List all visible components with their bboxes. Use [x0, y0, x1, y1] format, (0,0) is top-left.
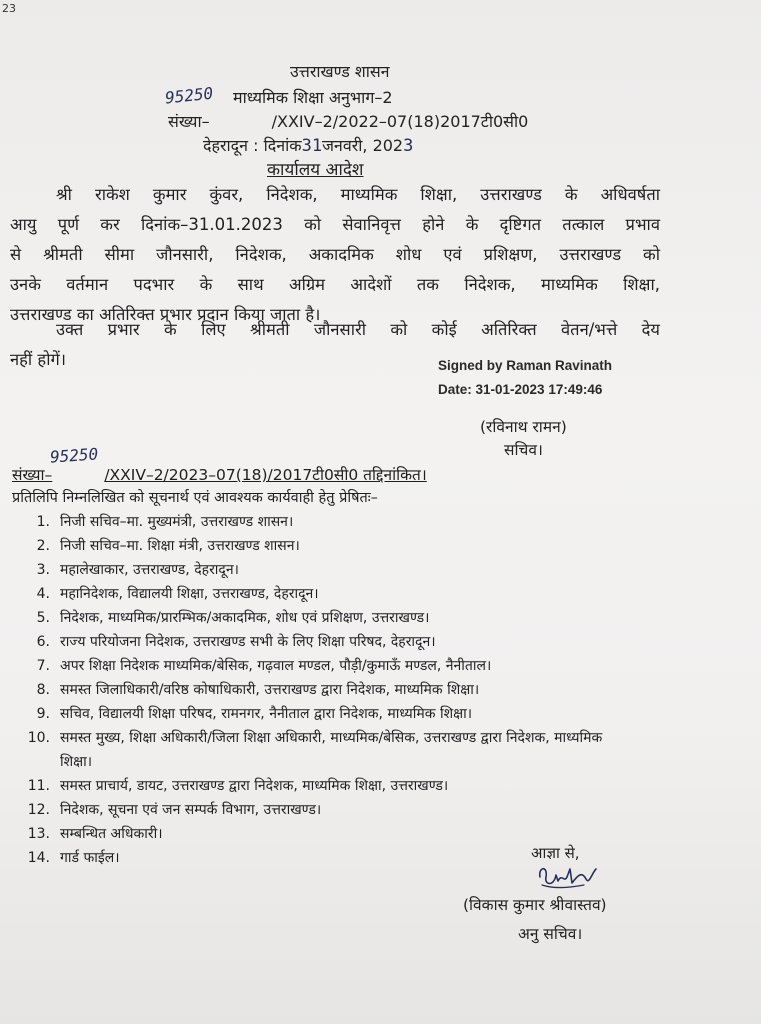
signatory-2-name: (विकास कुमार श्रीवास्तव) — [463, 896, 607, 914]
government-heading: उत्तराखण्ड शासन — [290, 62, 390, 81]
copy-number-reference: /XXIV–2/2023–07(18)/2017टी0सी0 तद्दिनांकित। — [104, 466, 427, 484]
paragraph-1-line: उत्तराखण्ड का अतिरिक्त प्रभार प्रदान किया जाता है। — [10, 305, 321, 324]
digital-signature-date: Date: 31-01-2023 17:49:46 — [438, 382, 603, 397]
paragraph-1-line: से श्रीमती सीमा जौनसारी, निदेशक, अकादमिक शोध एवं प्रशिक्षण, उत्तराखण्ड को — [10, 245, 660, 264]
handwritten-copy-number: 95250 — [49, 444, 99, 467]
month-year: जनवरी, 202 — [322, 136, 404, 155]
order-number-reference: /XXIV–2/2022–07(18)2017टी0सी0 — [271, 112, 529, 131]
order-paragraph-1 — [10, 180, 660, 330]
digital-signature-name: Signed by Raman Ravinath — [438, 358, 613, 373]
copy-reference-number — [12, 463, 427, 485]
paragraph-1-line: आयु पूर्ण कर दिनांक–31.01.2023 को सेवानिवृत्त होने के दृष्टिगत तत्काल प्रभाव — [10, 215, 660, 234]
copy-number-prefix: संख्या– — [12, 466, 53, 484]
place-date — [203, 134, 413, 156]
paragraph-1-line: उनके वर्तमान पदभार के साथ अग्रिम आदेशों तक निदेशक, माध्यमिक शिक्षा, — [10, 275, 660, 294]
signatory-1-name: (रविनाथ रामन) — [480, 418, 567, 436]
order-title: कार्यालय आदेश — [267, 160, 364, 180]
corner-number: 23 — [2, 2, 16, 15]
department-heading: माध्यमिक शिक्षा अनुभाग–2 — [233, 88, 393, 107]
handwritten-signature — [534, 855, 604, 895]
copy-intro: प्रतिलिपि निम्नलिखित को सूचनार्थ एवं आवश्यक कार्यवाही हेतु प्रेषितः– — [12, 490, 378, 506]
signatory-2-designation: अनु सचिव। — [518, 925, 583, 943]
paragraph-1-line: श्री राकेश कुमार कुंवर, निदेशक, माध्यमिक शिक्षा, उत्तराखण्ड के अधिवर्षता — [56, 185, 660, 204]
order-number-prefix: संख्या– — [168, 112, 210, 131]
handwritten-order-number: 95250 — [164, 83, 215, 108]
handwritten-year-digit: 3 — [403, 136, 414, 156]
signatory-1-designation: सचिव। — [504, 441, 543, 459]
paragraph-2-line: नहीं होगें। — [10, 350, 67, 369]
handwritten-day: 31 — [301, 136, 323, 156]
order-number — [168, 110, 528, 132]
document-page: 23 उत्तराखण्ड शासन 95250 माध्यमिक शिक्षा अनुभाग–2 संख्या– /XXIV–2/2022–07(18)2017टी0सी0 देहरादून : दिनांक31जनवरी, 2023 कार्यालय आदेश श्री राकेश कुमार कुंवर, निदेशक, माध्यमिक शिक्षा, उत्तराखण्ड के अधिवर्षता आयु पूर्ण कर दिनांक–31.01.2023 को सेवानिवृत्त होने के दृष्टिगत तत्काल प्रभाव से श्रीमती सीमा जौनसारी, निदेशक, अकादमिक शोध एवं प्रशिक्षण, उत्तराखण्ड को उनके वर्तमान पदभार के साथ अग्रिम आदेशों तक निदेशक, माध्यमिक शिक्षा, उत्तराखण्ड का अतिरिक्त प्रभार प्रदान किया जाता है। उक्त प्रभार के लिए श्रीमती जौनसारी को कोई अतिरिक्त वेतन/भत्ते देय नहीं होगें। Signed by Raman Ravinath Date: 31-01-2023 17:49:46 (रविनाथ रामन) सचिव। 95250 संख्या– /XXIV–2/2023–07(18)/2017टी0सी0 तद्दिनांकित। प्रतिलिपि निम्नलिखित को सूचनार्थ एवं आवश्यक कार्यवाही हेतु प्रेषितः– 1. निजी सचिव–मा. मुख्यमंत्री, उत्तराखण्ड शासन। 2. निजी सचिव–मा. शिक्षा मंत्री, उत्तराखण्ड शासन। 3. महालेखाकार, उत्तराखण्ड, देहरादून। 4. महानिदेशक, विद्यालयी शिक्षा, उत्तराखण्ड, देहरादून। 5. निदेशक, माध्यमिक/प्रारम्भिक/अकादमिक, शोध एवं प्रशिक्षण, उत्तराखण्ड। 6. राज्य परियोजना निदेशक, उत्तराखण्ड सभी के लिए शिक्षा परिषद, देहरादून। 7. अपर शिक्षा निदेशक माध्यमिक/बेसिक, गढ़वाल मण्डल, पौड़ी/कुमाऊँ मण्डल, नैनीताल। 8. समस्त जिलाधिकारी/वरिष्ठ कोषाधिकारी, उत्तराखण्ड द्वारा निदेशक, माध्यमिक शिक्षा। 9. सचिव, विद्यालयी शिक्षा परिषद, रामनगर, नैनीताल द्वारा निदेशक, माध्यमिक शिक्षा। 10. समस्त मुख्य, शिक्षा अधिकारी/जिला शिक्षा अधिकारी, माध्यमिक/बेसिक, उत्तराखण्ड द्वारा निदेशक, माध्यमिक शिक्षा। 11. समस्त प्राचार्य, डायट, उत्तराखण्ड द्वारा निदेशक, माध्यमिक शिक्षा, उत्तराखण्ड। 12. निदेशक, सूचना एवं जन सम्पर्क विभाग, उत्तराखण्ड। 13. सम्बन्धित अधिकारी। 14. गार्ड फाईल। आज्ञा से, (विकास कुमार श्रीवास्तव) अनु सचिव। — [0, 0, 761, 1024]
paragraph-2-line: उक्त प्रभार के लिए श्रीमती जौनसारी को कोई अतिरिक्त वेतन/भत्ते देय — [56, 320, 660, 339]
by-order-text: आज्ञा से, — [531, 844, 580, 862]
place-date-prefix: देहरादून : दिनांक — [203, 136, 302, 155]
